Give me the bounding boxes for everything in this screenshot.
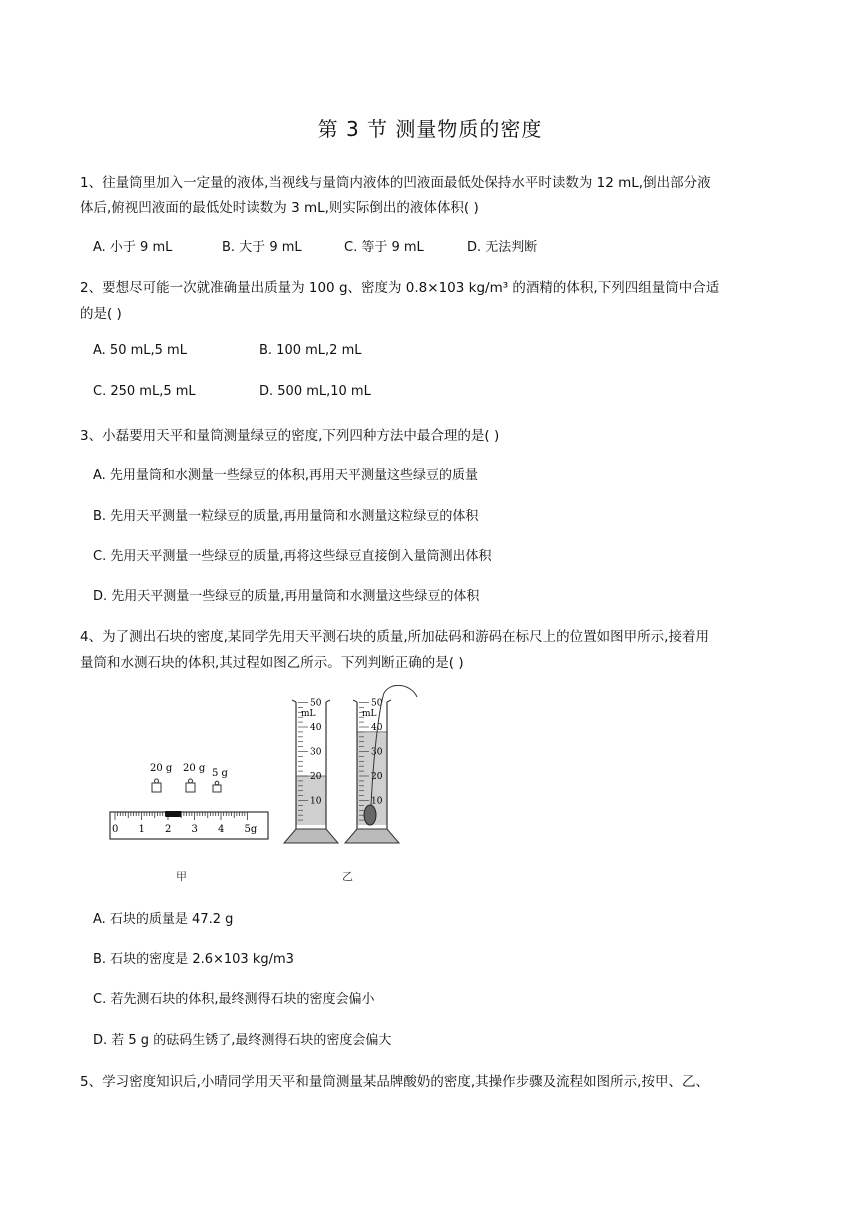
q3-option-a: A. 先用量筒和水测量一些绿豆的体积,再用天平测量这些绿豆的质量 (93, 468, 479, 483)
ruler-tick-label: 1 (138, 824, 145, 835)
q5-stem-line1: 5、学习密度知识后,小晴同学用天平和量筒测量某品牌酸奶的密度,其操作步骤及流程如图所示,按甲、乙、 (80, 1074, 709, 1090)
q4-option-d: D. 若 5 g 的砝码生锈了,最终测得石块的密度会偏大 (93, 1033, 392, 1048)
cylinder-tick-label: 30 (310, 747, 322, 758)
measuring-cylinder-1 (284, 699, 338, 844)
cylinder-tick-label: 10 (310, 796, 322, 807)
ruler-tick-label: 2 (165, 824, 172, 835)
stone (364, 805, 376, 825)
ruler-tick-label: 4 (218, 824, 225, 835)
q1-option-d: D. 无法判断 (467, 240, 538, 255)
cylinder-base (345, 829, 399, 843)
cylinder-base (284, 829, 338, 843)
weights-group (150, 763, 229, 792)
weight-label-2: 20 g (183, 763, 206, 774)
ruler-tick-label: 5g (244, 824, 258, 835)
q4-figure (100, 685, 420, 885)
q2-stem-line2: 的是( ) (80, 306, 122, 322)
weight-20g-1 (152, 779, 161, 792)
page-title: 第 3 节 测量物质的密度 (317, 117, 543, 141)
weight-20g-2 (186, 779, 195, 792)
cylinder-tick-label: 50 (310, 698, 322, 709)
q4-stem-line1: 4、为了测出石块的密度,某同学先用天平测石块的质量,所加砝码和游码在标尺上的位置如图甲所示,接着用 (80, 629, 709, 645)
q2-option-d: D. 500 mL,10 mL (259, 384, 371, 399)
q3-option-b: B. 先用天平测量一粒绿豆的质量,再用量筒和水测量这粒绿豆的体积 (93, 509, 479, 524)
cylinder-tick-label: 50 (371, 698, 383, 709)
cylinder-tick-label: 20 (371, 772, 383, 782)
q2-option-a: A. 50 mL,5 mL (93, 343, 187, 358)
q2-option-b: B. 100 mL,2 mL (259, 343, 362, 358)
q3-option-c: C. 先用天平测量一些绿豆的质量,再将这些绿豆直接倒入量筒测出体积 (93, 549, 492, 564)
q4-stem-line2: 量筒和水测石块的体积,其过程如图乙所示。下列判断正确的是( ) (80, 655, 464, 671)
ruler-tick-label: 0 (112, 824, 119, 835)
cylinder-tick-label: 30 (371, 747, 383, 758)
cylinder-unit-label: mL (362, 709, 377, 719)
q1-stem-line2: 体后,俯视凹液面的最低处时读数为 3 mL,则实际倒出的液体体积( ) (80, 200, 479, 216)
weight-5g (213, 781, 221, 792)
ruler-rider (165, 811, 181, 817)
cylinder-tick-label: 40 (371, 723, 383, 733)
balance-ruler (110, 811, 268, 839)
cylinder-tick-label: 40 (310, 723, 322, 733)
cylinder-unit-label: mL (301, 709, 316, 719)
weight-label-3: 5 g (212, 768, 228, 779)
q1-option-b: B. 大于 9 mL (222, 240, 302, 255)
weight-label-1: 20 g (150, 763, 173, 774)
q1-option-a: A. 小于 9 mL (93, 240, 173, 255)
q1-stem-line1: 1、往量筒里加入一定量的液体,当视线与量筒内液体的凹液面最低处保持水平时读数为 12 mL,倒出部分液 (80, 175, 711, 191)
q3-stem-line1: 3、小磊要用天平和量筒测量绿豆的密度,下列四种方法中最合理的是( ) (80, 428, 500, 444)
measuring-cylinder-2 (345, 685, 417, 843)
ruler-tick-label: 3 (191, 824, 198, 835)
q4-option-c: C. 若先测石块的体积,最终测得石块的密度会偏小 (93, 992, 375, 1007)
q2-stem-line1: 2、要想尽可能一次就准确量出质量为 100 g、密度为 0.8×103 kg/m³ 的酒精的体积,下列四组量筒中合适 (80, 280, 720, 296)
q4-option-a: A. 石块的质量是 47.2 g (93, 912, 234, 927)
cylinder-tick-label: 10 (371, 796, 383, 807)
q3-option-d: D. 先用天平测量一些绿豆的质量,再用量筒和水测量这些绿豆的体积 (93, 589, 480, 604)
cylinder-tick-label: 20 (310, 772, 322, 782)
figure-label-yi: 乙 (342, 870, 353, 883)
q1-option-c: C. 等于 9 mL (344, 240, 424, 255)
figure-label-jia: 甲 (176, 870, 187, 883)
q4-option-b: B. 石块的密度是 2.6×103 kg/m3 (93, 952, 294, 967)
q2-option-c: C. 250 mL,5 mL (93, 384, 196, 399)
